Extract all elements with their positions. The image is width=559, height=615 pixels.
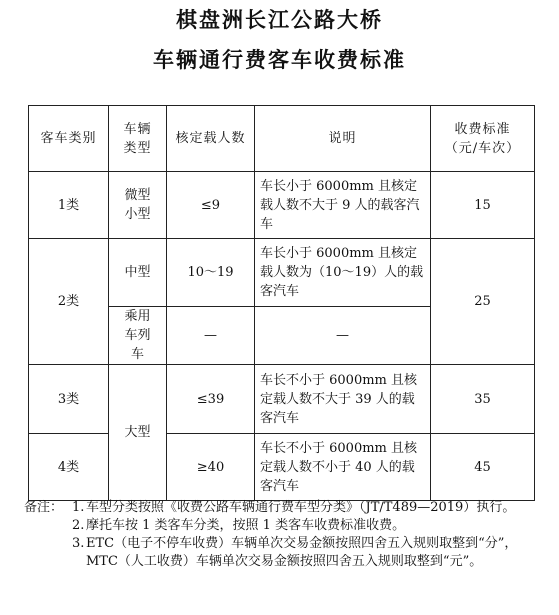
note-item [24, 535, 544, 571]
note-text: ETC（电子不停车收费）车辆单次交易金额按照四舍五入规则取整到“分”，MTC（人工收费）车辆单次交易金额按照四舍五入规则取整到“元”。 [86, 536, 518, 569]
cell-description: — [255, 307, 431, 365]
cell-seats: ≤39 [167, 365, 255, 434]
note-item [24, 499, 544, 517]
cell-fee: 15 [431, 172, 535, 239]
table-row [29, 365, 535, 434]
cell-fee: 35 [431, 365, 535, 434]
cell-fee: 25 [431, 239, 535, 365]
cell-category: 2类 [29, 239, 109, 365]
page-subtitle: 车辆通行费客车收费标准 [153, 48, 406, 72]
note-number: 3. [72, 536, 85, 551]
header-vehicle-type: 车辆类型 [109, 106, 167, 172]
table-row [29, 434, 535, 501]
cell-category: 4类 [29, 434, 109, 501]
cell-vehicle-type: 中型 [109, 239, 167, 307]
cell-seats: — [167, 307, 255, 365]
cell-description: 车长不小于 6000mm 且核定载人数不小于 40 人的载客汽车 [255, 434, 431, 501]
fee-table [28, 105, 535, 501]
cell-category: 1类 [29, 172, 109, 239]
table-header-row [29, 106, 535, 172]
cell-description: 车长小于 6000mm 且核定载人数为（10～19）人的载客汽车 [255, 239, 431, 307]
table-row [29, 239, 535, 307]
note-text: 摩托车按 1 类客车分类，按照 1 类客车收费标准收费。 [86, 518, 406, 533]
note-text: 车型分类按照《收费公路车辆通行费车型分类》（JT/T489—2019）执行。 [86, 500, 516, 515]
notes [24, 499, 544, 571]
note-item [24, 517, 544, 535]
header-category: 客车类别 [29, 106, 109, 172]
cell-vehicle-type: 微型小型 [109, 172, 167, 239]
page-title: 棋盘洲长江公路大桥 [176, 8, 383, 32]
cell-fee: 45 [431, 434, 535, 501]
cell-seats: ≥40 [167, 434, 255, 501]
note-number: 2. [72, 518, 85, 533]
cell-vehicle-type: 大型 [109, 365, 167, 501]
table-row [29, 172, 535, 239]
cell-vehicle-type: 乘用车列车 [109, 307, 167, 365]
header-description: 说明 [255, 106, 431, 172]
cell-category: 3类 [29, 365, 109, 434]
header-seats: 核定载人数 [167, 106, 255, 172]
cell-seats: 10～19 [167, 239, 255, 307]
notes-label: 备注： [24, 500, 64, 515]
cell-seats: ≤9 [167, 172, 255, 239]
cell-description: 车长小于 6000mm 且核定载人数不大于 9 人的载客汽车 [255, 172, 431, 239]
header-fee: 收费标准（元/车次） [431, 106, 535, 172]
note-number: 1. [72, 500, 85, 515]
cell-description: 车长不小于 6000mm 且核定载人数不大于 39 人的载客汽车 [255, 365, 431, 434]
